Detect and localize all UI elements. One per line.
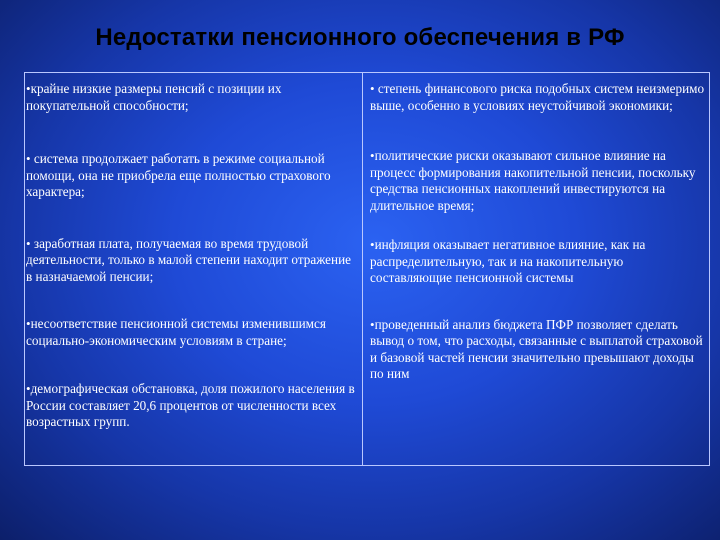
bullet-icon: • xyxy=(370,316,375,332)
right-column xyxy=(370,81,706,383)
left-item xyxy=(26,316,360,349)
left-item xyxy=(26,81,360,114)
slide-title: Недостатки пенсионного обеспечения в РФ xyxy=(95,24,625,51)
bullet-icon: • xyxy=(26,151,31,166)
left-item-text: заработная плата, получаемая во время трудовой деятельности, только в малой степени находит отражение в назначаемой пенсии; xyxy=(26,235,351,284)
left-item xyxy=(26,381,360,431)
bullet-icon: • xyxy=(370,81,375,96)
right-item xyxy=(370,148,706,214)
right-item-text: степень финансового риска подобных систем неизмеримо выше, особенно в условиях неустойчивой экономики; xyxy=(370,81,705,113)
bullet-icon: • xyxy=(26,316,31,331)
left-item-text: система продолжает работать в режиме социальной помощи, она не приобрела еще полностью страхового характера; xyxy=(26,151,331,199)
left-column xyxy=(26,81,360,431)
right-item-text: проведенный анализ бюджета ПФР позволяет сделать вывод о том, что расходы, связанные с выплатой страховой и базовой частей пенсии значительно превышают доходы по ним xyxy=(370,316,703,381)
right-item xyxy=(370,81,706,114)
right-item-text: политические риски оказывают сильное влияние на процесс формирования накопительной пенсии, поскольку средства пенсионных накоплений инвестируются на длительное время; xyxy=(370,148,696,213)
bullet-icon: • xyxy=(26,235,31,251)
left-item-text: крайне низкие размеры пенсий с позиции их покупательной способности; xyxy=(26,81,282,113)
bullet-icon: • xyxy=(370,148,375,163)
left-item xyxy=(26,236,360,286)
left-item-text: демографическая обстановка, доля пожилого населения в России составляет 20,6 процентов от численности всех возрастных групп. xyxy=(26,381,355,429)
right-item-text: инфляция оказывает негативное влияние, как на распределительную, так и на накопительную составляющие пенсионной системы xyxy=(370,237,646,285)
left-item-text: несоответствие пенсионной системы изменившимся социально-экономическим условиям в стране; xyxy=(26,316,326,348)
bullet-icon: • xyxy=(26,81,31,96)
right-item xyxy=(370,317,706,383)
left-item xyxy=(26,151,360,201)
bullet-icon: • xyxy=(26,381,31,396)
bullet-icon: • xyxy=(370,237,375,252)
column-divider xyxy=(362,72,363,466)
right-item xyxy=(370,237,706,287)
